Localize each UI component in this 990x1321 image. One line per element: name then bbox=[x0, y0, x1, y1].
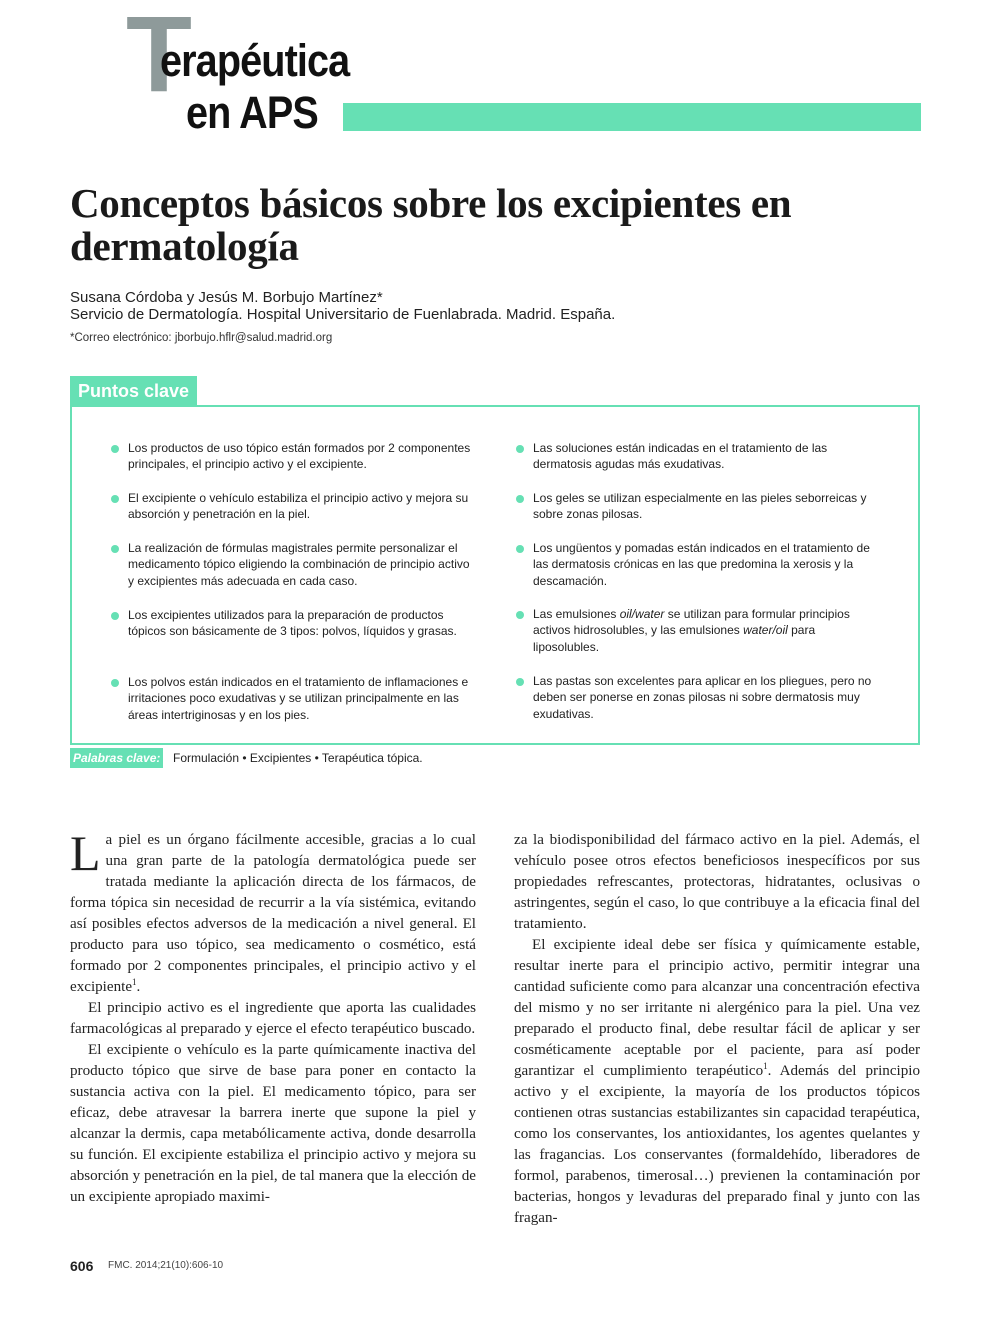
key-point: Los ungüentos y pomadas están indicados en el tratamiento de las dermatosis crónicas en las que predomina la xerosis y la descamación. bbox=[533, 540, 878, 606]
email-label: *Correo electrónico: bbox=[70, 332, 175, 344]
body-paragraph: za la biodisponibilidad del fármaco activo en la piel. Además, el vehículo posee otros efectos beneficiosos inespecíficos por sus propiedades refrescantes, protectoras, hidratantes, oclusivas o astringentes, según el caso, lo que contribuye a la eficacia final del tratamiento. bbox=[514, 832, 920, 932]
key-points-left-column bbox=[128, 440, 478, 723]
article-affiliation: Servicio de Dermatología. Hospital Universitario de Fuenlabrada. Madrid. España. bbox=[70, 306, 616, 323]
key-point-text: se utilizan para formular principios activos hidrosolubles, y las emulsiones bbox=[533, 607, 850, 638]
section-accent-bar bbox=[343, 103, 921, 131]
key-point: Los polvos están indicados en el tratamiento de inflamaciones e irritaciones poco exudativas y se utilizan principalmente en las áreas intertriginosas y en los pies. bbox=[128, 674, 478, 723]
key-point: La realización de fórmulas magistrales permite personalizar el medicamento tópico eligiendo la combinación de principio activo y excipientes más adecuada en cada caso. bbox=[128, 540, 478, 607]
body-column-left bbox=[70, 825, 476, 1208]
paragraph-text: a piel es un órgano fácilmente accesible, gracias a lo cual una gran parte de la patología dermatológica puede ser tratada mediante la aplicación directa de los fármacos, de forma tópica sin necesidad de recurrir a la vía sistémica, evitando así posibles efectos adversos de la medicación a nivel general. El producto para uso tópico, sea medicamento o cosmético, está formado por 2 componentes principales, el principio activo y el excipiente bbox=[70, 832, 476, 995]
body-paragraph bbox=[514, 935, 920, 1229]
drop-cap: L bbox=[70, 825, 101, 881]
body-paragraph bbox=[70, 825, 476, 998]
section-initial: T bbox=[126, 0, 188, 114]
body-column-right bbox=[514, 830, 920, 1229]
paragraph-text: . bbox=[136, 979, 141, 995]
page-number: 606 bbox=[70, 1258, 94, 1274]
body-paragraph: El principio activo es el ingrediente que aporta las cualidades farmacológicas al preparado y ejerce el efecto terapéutico buscado. bbox=[70, 1000, 476, 1037]
key-point-text: para liposolubles. bbox=[533, 623, 816, 654]
key-point-text: Las emulsiones bbox=[533, 607, 620, 621]
key-point: Los productos de uso tópico están formados por 2 componentes principales, el principio activo y el excipiente. bbox=[128, 440, 478, 490]
key-point-italic: oil/water bbox=[619, 607, 665, 621]
key-point: Los excipientes utilizados para la preparación de productos tópicos son básicamente de 3 tipos: polvos, líquidos y grasas. bbox=[128, 607, 478, 674]
section-title-line1: erapéutica bbox=[160, 35, 350, 86]
key-point: Las soluciones están indicadas en el tratamiento de las dermatosis agudas más exudativas. bbox=[533, 440, 878, 490]
corresponding-email bbox=[70, 331, 332, 346]
body-paragraph: El excipiente o vehículo es la parte químicamente inactiva del producto tópico que sirve de base para poner en contacto la sustancia activa con la piel. El medicamento tópico, para ser eficaz, debe atravesar la barrera inerte que supone la piel y alcanzar la dermis, capa metabólicamente activa, donde desarrolla su función. El excipiente estabiliza el principio activo y mejora su absorción y penetración en la piel, de tal manera que la elección de un excipiente apropiado maximi- bbox=[70, 1042, 476, 1205]
reference-marker[interactable]: 1 bbox=[132, 976, 137, 987]
key-point: El excipiente o vehículo estabiliza el principio activo y mejora su absorción y penetración en la piel. bbox=[128, 490, 478, 540]
key-points-right-column bbox=[533, 440, 878, 722]
journal-citation: FMC. 2014;21(10):606-10 bbox=[108, 1260, 224, 1271]
paragraph-text: El excipiente ideal debe ser física y químicamente estable, resultar inerte para el principio activo, permitir integrar una cantidad suficiente como para alcanzar una concentración efectiva del mismo y no ser irritante ni alergénico para la piel. Una vez preparado el producto final, debe resultar fácil de aplicar y ser cosméticamente aceptable por el paciente, para así poder garantizar el cumplimiento terapéutico bbox=[514, 937, 920, 1079]
email-address[interactable]: jborbujo.hflr@salud.madrid.org bbox=[174, 332, 333, 344]
key-point: Las pastas son excelentes para aplicar en los pliegues, pero no deben ser ponerse en zonas pilosas ni sobre dermatosis muy exudativas. bbox=[533, 673, 878, 722]
key-point: Los geles se utilizan especialmente en las pieles seborreicas y sobre zonas pilosas. bbox=[533, 490, 878, 540]
article-title: Conceptos básicos sobre los excipientes en dermatología bbox=[70, 180, 792, 270]
paragraph-text: . Además del principio activo y el excipiente, la mayoría de los productos tópicos contienen otras sustancias estabilizantes sin capacidad terapéutica, como los conservantes, los antioxidantes, los agentes quelantes y las fragancias. Los conservantes (formaldehído, liberadores de formol, parabenos, timerosal…) previenen la contaminación por bacterias, hongos y levaduras del preparado final y junto con las fragan- bbox=[514, 1063, 920, 1226]
key-point-italic: water/oil bbox=[743, 623, 788, 638]
section-title-line2: en APS bbox=[186, 87, 318, 138]
key-point bbox=[533, 606, 878, 673]
keywords-label: Palabras clave: bbox=[70, 748, 163, 768]
article-authors: Susana Córdoba y Jesús M. Borbujo Martínez* bbox=[70, 289, 383, 306]
reference-marker[interactable]: 1 bbox=[763, 1060, 768, 1071]
key-points-box bbox=[70, 405, 920, 745]
key-points-heading: Puntos clave bbox=[70, 376, 197, 406]
keywords-text: Formulación • Excipientes • Terapéutica tópica. bbox=[173, 751, 423, 765]
